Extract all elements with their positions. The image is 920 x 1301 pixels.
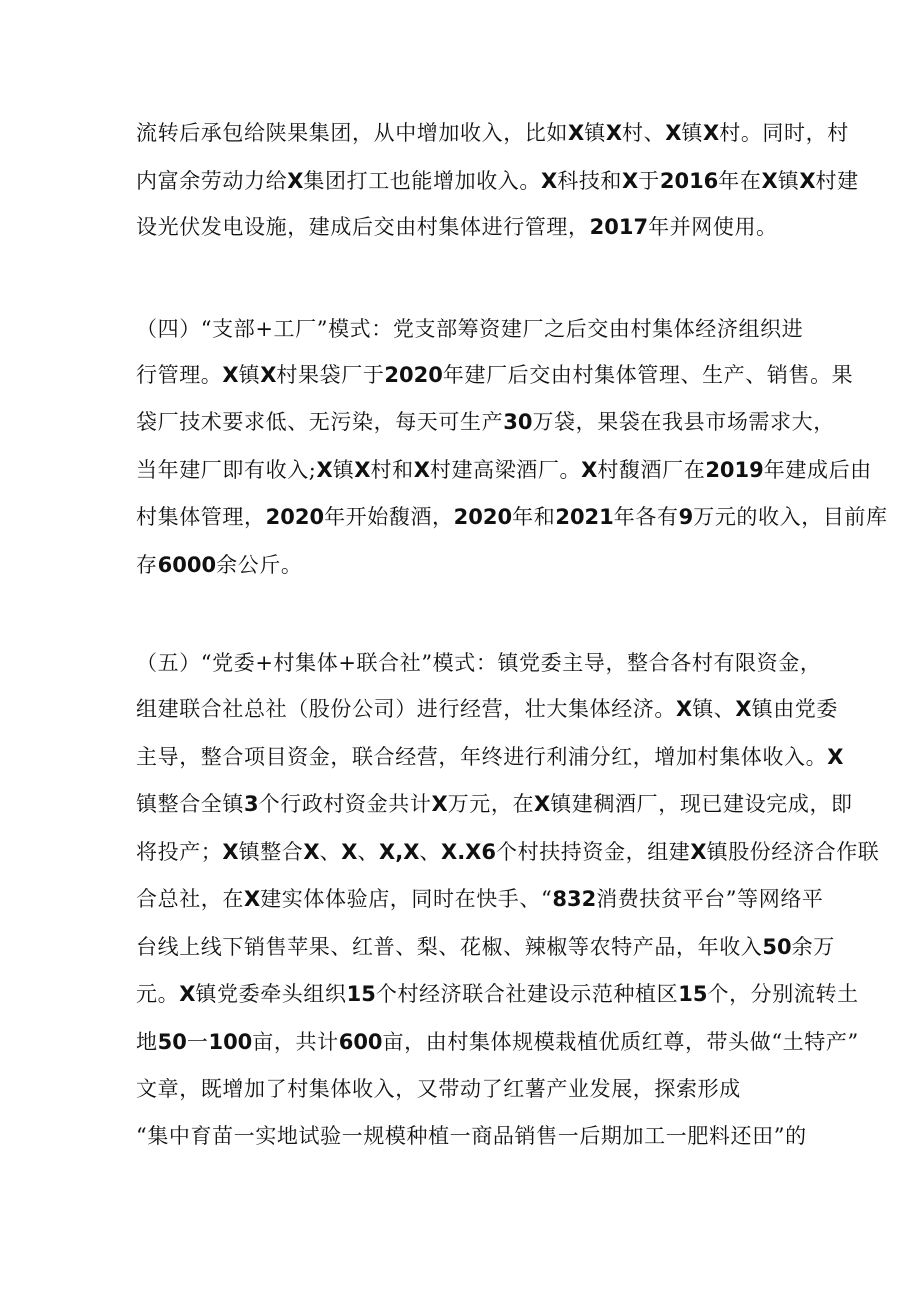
paragraph-2-line-1: （四）“支部+工厂”模式：党支部筹资建厂之后交由村集体经济组织进	[136, 317, 804, 341]
paragraph-3-line-11: “集中育苗一实地试验一规模种植一商品销售一后期加工一肥料还田”的	[136, 1124, 807, 1148]
paragraph-3-line-2: 组建联合社总社（股份公司）进行经营，壮大集体经济。X镇、X镇由党委	[136, 697, 839, 721]
paragraph-3-line-5: 将投产；X镇整合X、X、X,X、X.X6个村扶持资金，组建X镇股份经济合作联	[136, 840, 880, 864]
paragraph-2-line-6: 存6000余公斤。	[136, 553, 303, 577]
paragraph-3-line-7: 台线上线下销售苹果、红普、梨、花椒、辣椒等农特产品，年收入50余万	[136, 935, 835, 959]
paragraph-3-line-10: 文章，既增加了村集体收入，又带动了红薯产业发展，探索形成	[136, 1077, 741, 1101]
paragraph-3-line-8: 元。X镇党委牵头组织15个村经济联合社建设示范种植区15个，分别流转土	[136, 982, 859, 1006]
paragraph-3-line-1: （五）“党委+村集体+联合社”模式：镇党委主导，整合各村有限资金，	[136, 651, 822, 675]
paragraph-3-line-9: 地50一100亩，共计600亩，由村集体规模栽植优质红尊，带头做“土特产”	[136, 1030, 859, 1054]
paragraph-3-line-6: 合总社，在X建实体体验店，同时在快手、“832消费扶贫平台”等网络平	[136, 887, 824, 911]
paragraph-1-line-1: 流转后承包给陕果集团，从中增加收入，比如X镇X村、X镇X村。同时，村	[136, 121, 849, 145]
paragraph-2-line-5: 村集体管理，2020年开始馥酒，2020年和2021年各有9万元的收入，目前库	[136, 505, 888, 529]
paragraph-3-line-4: 镇整合全镇3个行政村资金共计X万元，在X镇建稠酒厂，现已建设完成，即	[136, 792, 853, 816]
paragraph-2-line-4: 当年建厂即有收入;X镇X村和X村建高梁酒厂。X村馥酒厂在2019年建成后由	[136, 458, 872, 482]
paragraph-1-line-3: 设光伏发电设施，建成后交由村集体进行管理，2017年并网使用。	[136, 215, 778, 239]
paragraph-2-line-3: 袋厂技术要求低、无污染，每天可生产30万袋，果袋在我县市场需求大，	[136, 410, 835, 434]
paragraph-3-line-3: 主导，整合项目资金，联合经营，年终进行利浦分红，增加村集体收入。X	[136, 745, 844, 769]
paragraph-1-line-2: 内富余劳动力给X集团打工也能增加收入。X科技和X于2016年在X镇X村建	[136, 169, 859, 193]
paragraph-2-line-2: 行管理。X镇X村果袋厂于2020年建厂后交由村集体管理、生产、销售。果	[136, 363, 854, 387]
